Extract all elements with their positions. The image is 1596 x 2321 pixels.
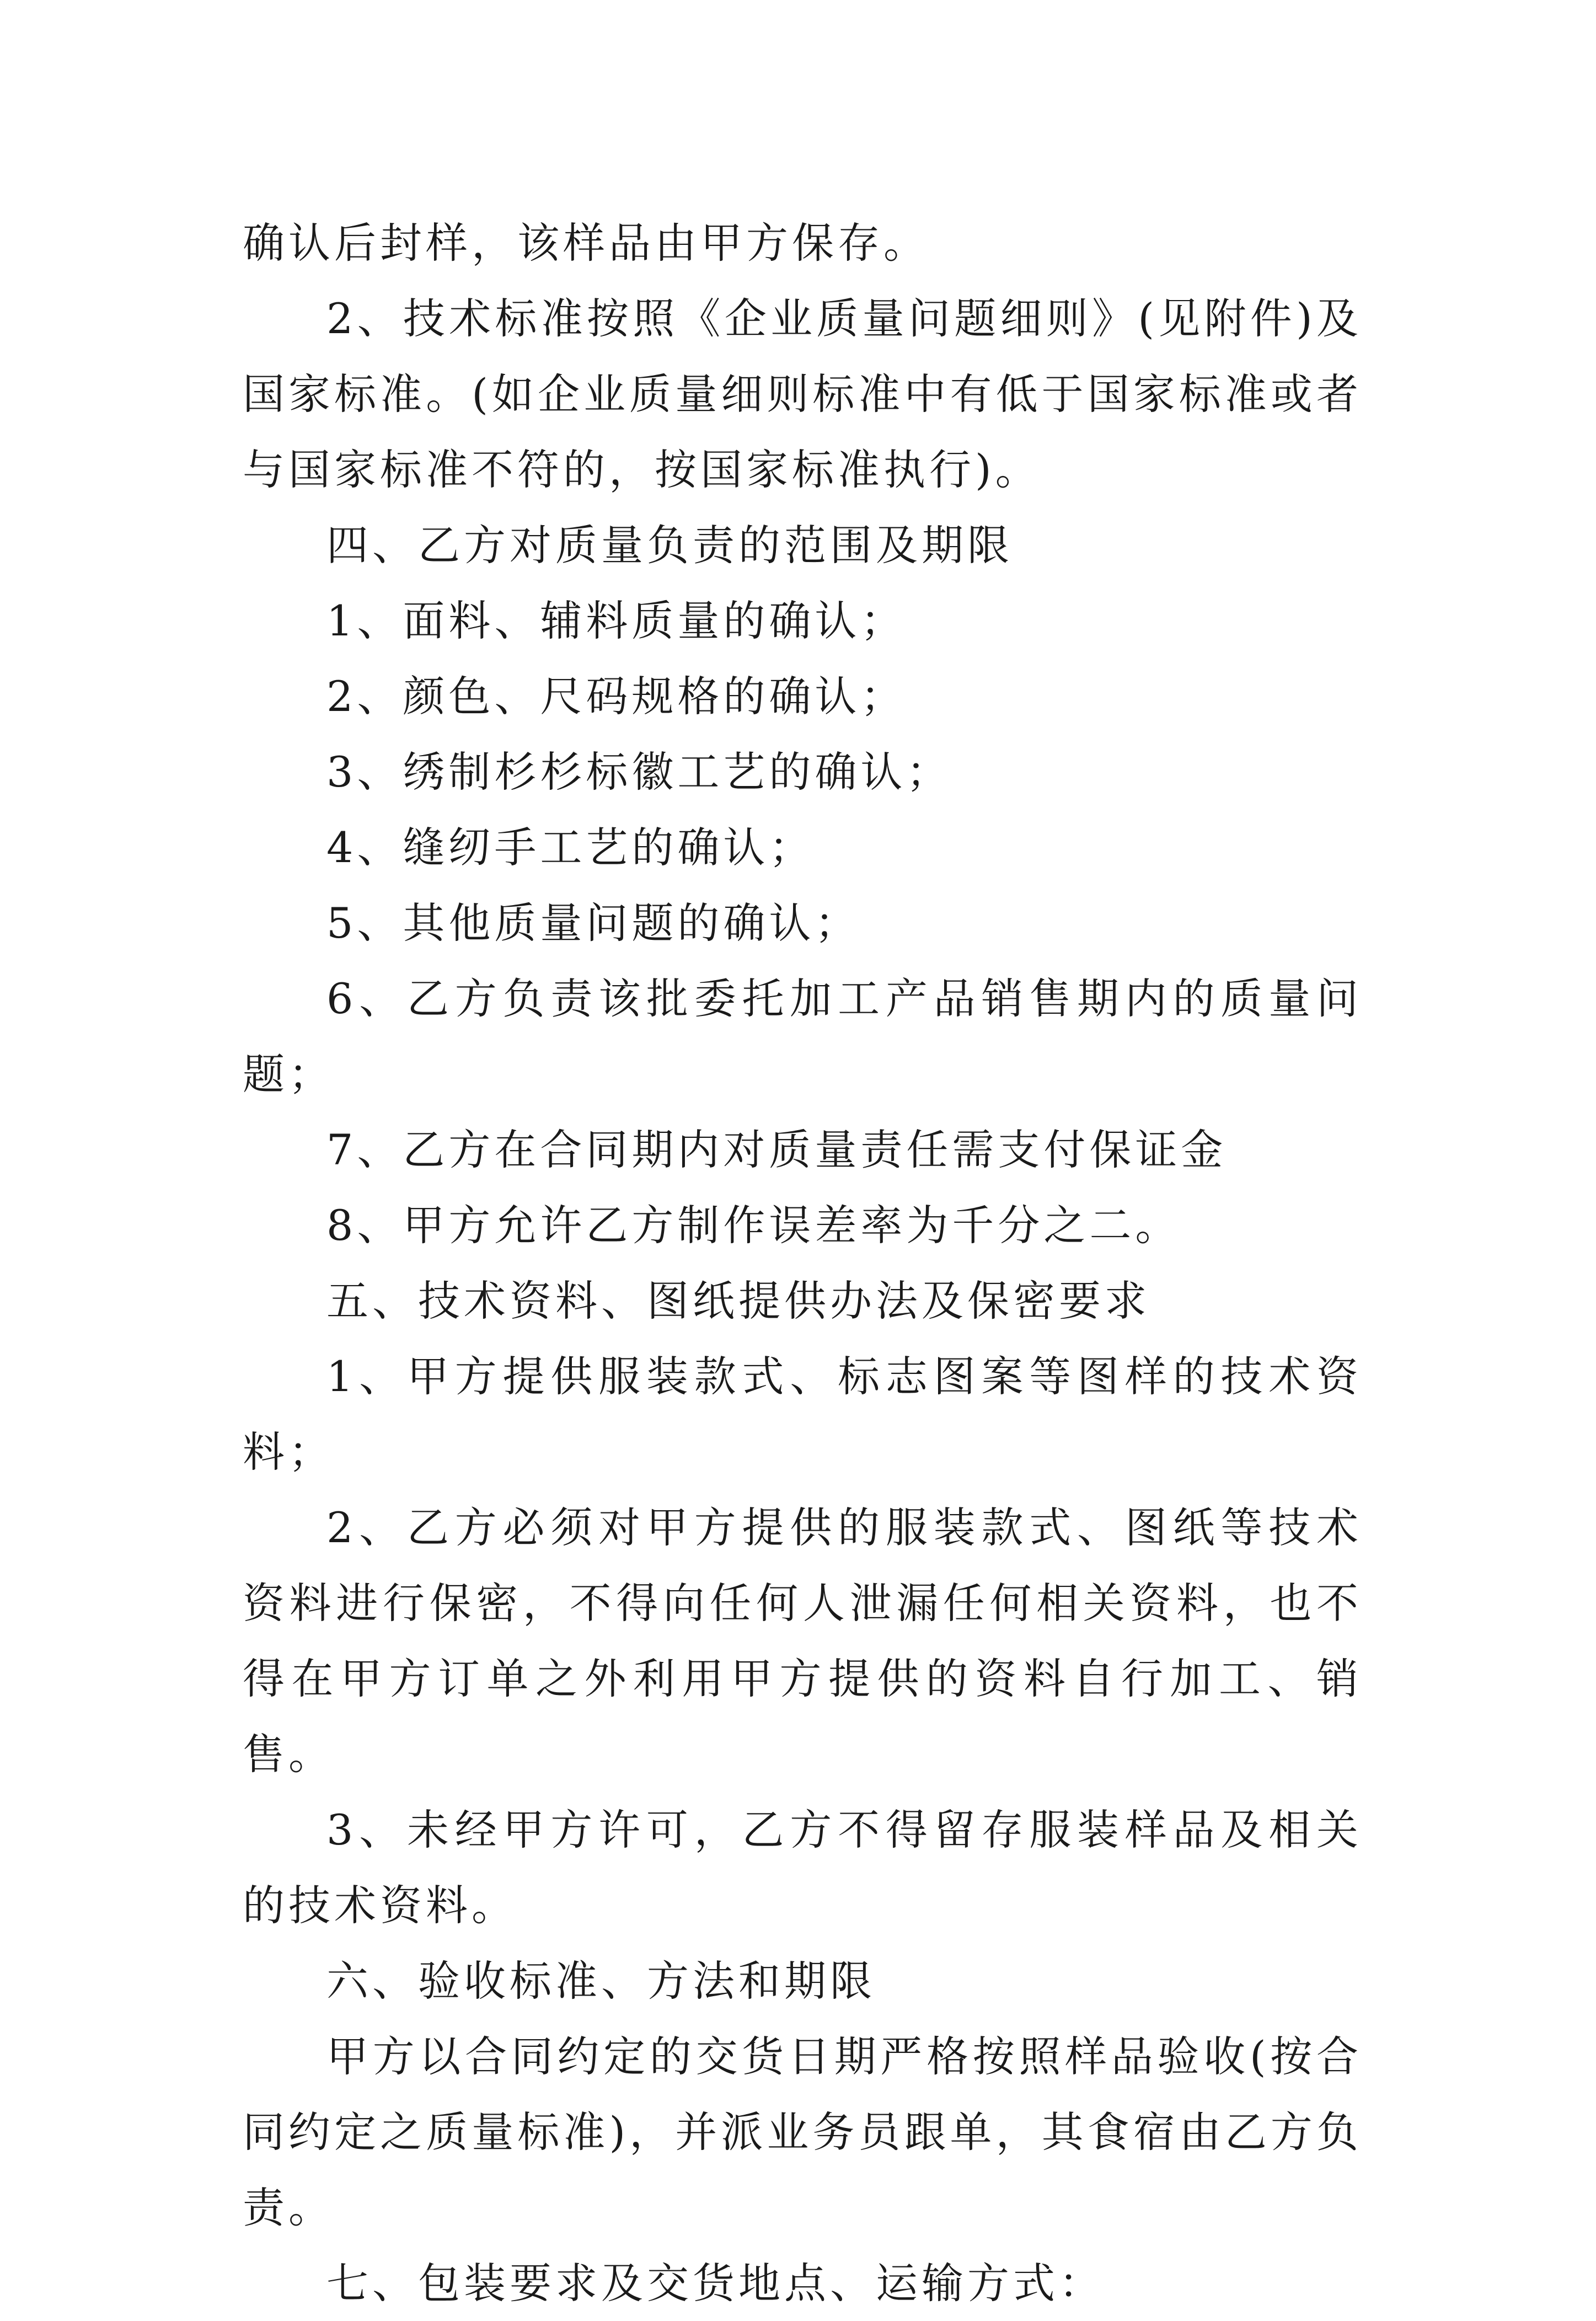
- list-item: 4、缝纫手工艺的确认；: [326, 823, 815, 872]
- list-item: 3、未经甲方许可，乙方不得留存服装样品及相关的技术资料。: [243, 1805, 1362, 1930]
- section-heading: 五、技术资料、图纸提供办法及保密要求: [326, 1276, 1150, 1325]
- list-item: 2、乙方必须对甲方提供的服装款式、图纸等技术资料进行保密，不得向任何人泄漏任何相关资料，也不得在甲方订单之外利用甲方提供的资料自行加工、销售。: [243, 1503, 1362, 1779]
- document-body: [243, 205, 1362, 2321]
- list-item: 1、甲方提供服装款式、标志图案等图样的技术资料；: [243, 1352, 1362, 1477]
- list-item: 8、甲方允许乙方制作误差率为千分之二。: [326, 1201, 1181, 1250]
- list-item: 5、其他质量问题的确认；: [326, 899, 861, 948]
- section-heading: 六、验收标准、方法和期限: [326, 1956, 876, 2006]
- list-item: 3、绣制杉杉标徽工艺的确认；: [326, 747, 952, 796]
- section-heading: 四、乙方对质量负责的范围及期限: [326, 521, 1013, 570]
- paragraph: 确认后封样，该样品由甲方保存。: [243, 218, 929, 268]
- list-item: 2、颜色、尺码规格的确认；: [326, 672, 907, 721]
- list-item: 6、乙方负责该批委托加工产品销售期内的质量问题；: [243, 974, 1362, 1099]
- list-item: 7、乙方在合同期内对质量责任需支付保证金: [326, 1125, 1227, 1174]
- section-heading: 七、包装要求及交货地点、运输方式：: [326, 2259, 1105, 2308]
- paragraph: 2、技术标准按照《企业质量问题细则》(见附件)及国家标准。(如企业质量细则标准中有低于国家标准或者与国家标准不符的，按国家标准执行)。: [243, 294, 1362, 494]
- paragraph: 甲方以合同约定的交货日期严格按照样品验收(按合同约定之质量标准)，并派业务员跟单，其食宿由乙方负责。: [243, 2032, 1362, 2232]
- list-item: 1、面料、辅料质量的确认；: [326, 596, 907, 645]
